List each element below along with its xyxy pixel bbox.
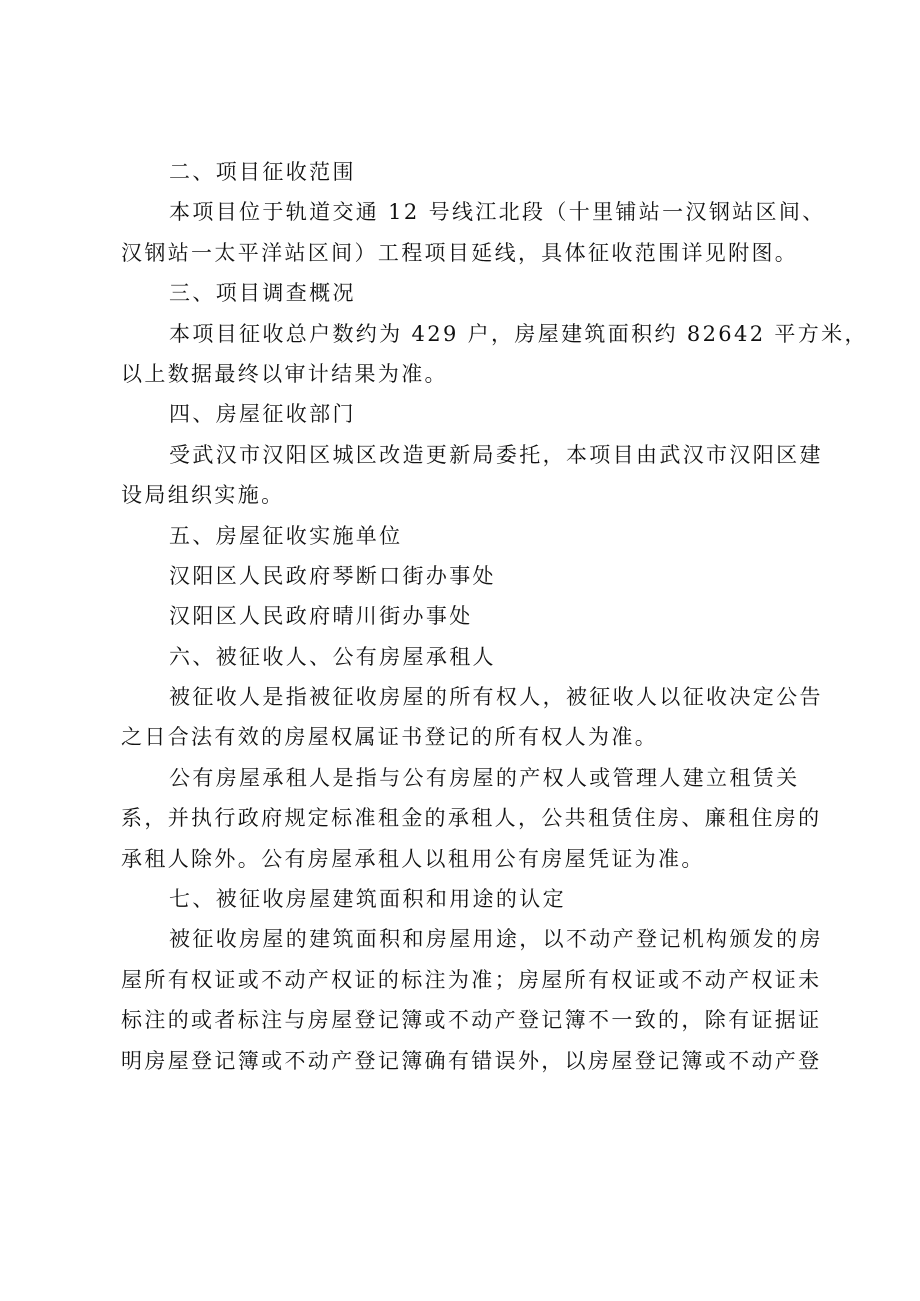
- paragraph-line: 本项目位于轨道交通 12 号线江北段（十里铺站一汉钢站区间、: [169, 200, 826, 225]
- document-body: [121, 152, 868, 1081]
- paragraph-line: 受武汉市汉阳区城区改造更新局委托，本项目由武汉市汉阳区建: [169, 442, 823, 467]
- section-heading-3: 三、项目调查概况: [169, 281, 356, 306]
- section-heading-2: 二、项目征收范围: [169, 160, 356, 184]
- paragraph-line: 被征收人是指被征收房屋的所有权人，被征收人以征收决定公告: [169, 685, 823, 710]
- paragraph-line: 明房屋登记簿或不动产登记簿确有错误外，以房屋登记簿或不动产登: [121, 1048, 822, 1073]
- paragraph-line: 标注的或者标注与房屋登记簿或不动产登记簿不一致的，除有证据证: [121, 1008, 822, 1033]
- section-heading-4: 四、房屋征收部门: [169, 402, 356, 427]
- implementing-unit: 汉阳区人民政府晴川街办事处: [169, 604, 473, 629]
- paragraph-line: 以上数据最终以审计结果为准。: [121, 361, 448, 386]
- section-heading-7: 七、被征收房屋建筑面积和用途的认定: [169, 887, 566, 912]
- paragraph-line: 承租人除外。公有房屋承租人以租用公有房屋凭证为准。: [121, 846, 705, 871]
- paragraph-line: 汉钢站一太平洋站区间）工程项目延线，具体征收范围详见附图。: [121, 240, 799, 265]
- paragraph-line: 公有房屋承租人是指与公有房屋的产权人或管理人建立租赁关: [169, 765, 800, 790]
- implementing-unit: 汉阳区人民政府琴断口街办事处: [169, 563, 496, 588]
- paragraph-line: 被征收房屋的建筑面积和房屋用途，以不动产登记机构颁发的房: [169, 927, 823, 952]
- section-heading-5: 五、房屋征收实施单位: [169, 523, 403, 548]
- section-heading-6: 六、被征收人、公有房屋承租人: [169, 644, 496, 669]
- paragraph-line: 屋所有权证或不动产权证的标注为准；房屋所有权证或不动产权证未: [121, 967, 822, 992]
- paragraph-line: 系，并执行政府规定标准租金的承租人，公共租赁住房、廉租住房的: [121, 806, 822, 831]
- paragraph-line: 之日合法有效的房屋权属证书登记的所有权人为准。: [121, 725, 659, 750]
- paragraph-line: 本项目征收总户数约为 429 户，房屋建筑面积约 82642 平方米，: [169, 321, 868, 346]
- paragraph-line: 设局组织实施。: [121, 483, 285, 508]
